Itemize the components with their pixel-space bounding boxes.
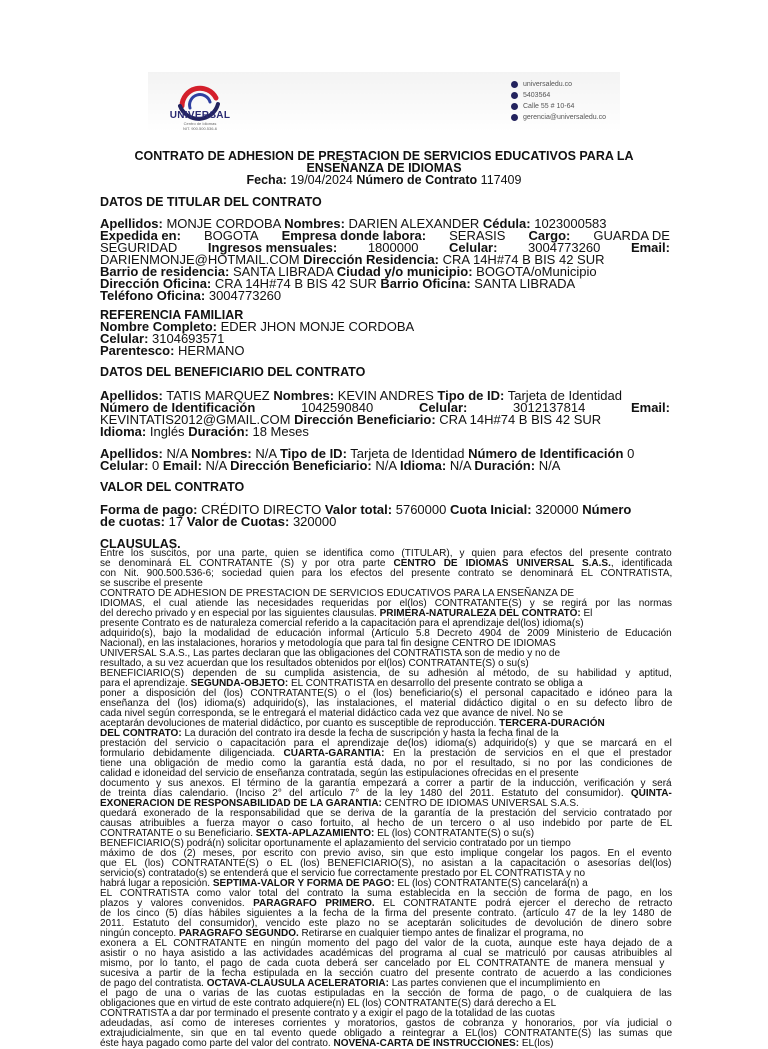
clausula-text: de los cinco (5) días hábiles siguientes a la fecha de la firma del presente contrato. (artículo 47 de la ley 1480 de	[100, 908, 672, 919]
clausula-text: ningún concepto.	[100, 928, 179, 939]
referencia-nombre-value: EDER JHON MONJE CORDOBA	[220, 319, 415, 334]
clausula-title: SEPTIMA-VALOR Y FORMA DE PAGO:	[212, 878, 395, 889]
clausulas-body	[100, 549, 672, 1049]
clausula-text: Las partes convienen que el incumplimiento en	[388, 978, 601, 989]
clausula-text: , identificada	[610, 558, 673, 569]
clausula-text: calidad e idoneidad del servicio de enseñanza contratada, según las estipulaciones ofrecidas en el presente	[100, 768, 579, 779]
clausula-text: En la prestación de servicios en el que el prestador	[384, 748, 672, 759]
barrio-oficina-value: SANTA LIBRADA	[474, 276, 576, 291]
b1-idioma-label: Idioma:	[100, 424, 147, 439]
clausula-text: 2011. Estatuto del consumidor), vencido este plazo no se aceptarán solicitudes de devolución de dinero sobre	[100, 918, 672, 929]
b2-nombres-value: N/A	[255, 446, 277, 461]
b1-nombres-value: KEVIN ANDRES	[337, 388, 434, 403]
referencia-nombre-label: Nombre Completo:	[100, 319, 217, 334]
phone-icon	[511, 92, 518, 99]
clausula-text: El	[580, 608, 593, 619]
clausula-text: enseñanza del (los) idioma(s) adquirido(s), las instalaciones, el material didáctico digital o en su defecto libro de	[100, 698, 673, 709]
b2-email-value: N/A	[205, 458, 227, 473]
telefono-oficina-value: 3004773260	[208, 288, 282, 303]
celular-value: 3004773260	[528, 240, 601, 255]
numero-cuotas-label-1: Número	[582, 502, 632, 517]
contact-phone	[511, 90, 606, 101]
numero-contrato-label: Número de Contrato	[356, 173, 478, 187]
clausula-text: CONTRATO DE ADHESION DE PRESTACION DE SERVICIOS EDUCATIVOS PARA LA ENSEÑANZA DE	[100, 588, 574, 599]
clausula-text: La duración del contrato ira desde la fecha de suscripción y hasta la fecha final de la	[181, 728, 559, 739]
contact-web	[511, 79, 606, 90]
nombres-value: DARIEN ALEXANDER	[348, 216, 480, 231]
globe-icon	[511, 81, 518, 88]
b2-idioma-label: Idioma:	[399, 458, 447, 473]
fecha-value: 19/04/2024	[290, 173, 353, 187]
numero-cuotas-label-2: de cuotas:	[100, 514, 166, 529]
clausula-title: PRIMERA-NATURALEZA DEL CONTRATO:	[379, 608, 581, 619]
titular-line-7	[100, 290, 670, 302]
clausula-text: IDIOMAS, el cual atiende las necesidades requeridas por el(los) CONTRATANTE(S) y se regirá por las normas	[100, 598, 673, 609]
mail-icon	[511, 114, 518, 121]
clausula-text: adeudadas, así como de intereses corrientes y moratorios, gastos de cobranza y honorarios, por vía judicial o	[100, 1018, 672, 1029]
clausula-text: asistir o no haya asistido a las actividades académicas del programa al cual se matriculó por causas atribuibles al	[100, 948, 673, 959]
barrio-oficina-label: Barrio Oficina:	[380, 276, 471, 291]
clausula-title: QUINTA-	[630, 788, 672, 799]
valor-heading: VALOR DEL CONTRATO	[100, 480, 245, 494]
clausula-text: CENTRO DE IDIOMAS UNIVERSAL S.A.S.	[381, 798, 579, 809]
clausula-text: causas atribuibles a fuerza mayor o caso fortuito, al hecho de un tercero o al uso indebido por parte de EL	[100, 818, 673, 829]
clausula-text: EL(los)	[519, 1038, 554, 1049]
clausula-text: con Nit. 900.500.536-6; sociedad quien para los efectos del presente contrato se denominará EL CONTRATISTA,	[100, 568, 673, 579]
clausula-text: BENEFICIARIO(S) podrá(n) solicitar oportunamente el aplazamiento del servicio contratado por un tiempo	[100, 838, 571, 849]
clausula-text: prestación del servicio o capacitación para el aprendizaje de(los) idioma(s) adquirido(s) y que se marcará en el	[100, 738, 672, 749]
cargo-value-2: SEGURIDAD	[100, 240, 178, 255]
b2-duracion-label: Duración:	[474, 458, 536, 473]
clausula-text: sucesiva a partir de la fecha estipulada en la sección cuatro del presente contrato de acuerdo a las condiciones	[100, 968, 672, 979]
telefono-oficina-label: Teléfono Oficina:	[100, 288, 206, 303]
clausula-text: obligaciones que en virtud de este contrato adquiere(n) EL (los) CONTRATANTE(S) dará derecho a EL	[100, 998, 557, 1009]
numero-cuotas-value: 17	[168, 514, 184, 529]
clausula-text: habrá lugar a reposición.	[100, 878, 213, 889]
dir-residencia-value: CRA 14H#74 B BIS 42 SUR	[442, 252, 605, 267]
b1-celular-value: 3012137814	[513, 400, 586, 415]
clausula-text: del derecho privado y en especial por las siguientes clausulas.	[100, 608, 380, 619]
b1-apellidos-value: TATIS MARQUEZ	[166, 388, 270, 403]
valor-cuotas-label: Valor de Cuotas:	[186, 514, 290, 529]
clausula-text: EL (los) CONTRATANTE(S) o su(s)	[374, 828, 535, 839]
clausula-text: exonera a EL CONTRATANTE en ningún momento del pago del valor de la cuota, aunque este haya dejado de a	[100, 938, 673, 949]
referencia-parentesco-line	[100, 345, 670, 357]
ingresos-label: Ingresos mensuales:	[207, 240, 338, 255]
b2-direccion-value: N/A	[375, 458, 397, 473]
b1-email-label: Email:	[630, 400, 670, 415]
clausula-text: tiene una obligación de medio como la garantía está dada, no por el resultado, si no por las condiciones de	[100, 758, 673, 769]
barrio-residencia-value: SANTA LIBRADA	[232, 264, 334, 279]
b1-numero-id-value: 1042590840	[300, 400, 374, 415]
referencia-parentesco-label: Parentesco:	[100, 343, 175, 358]
title-line-2: ENSEÑANZA DE IDIOMAS	[306, 161, 462, 175]
apellidos-label: Apellidos:	[100, 216, 163, 231]
clausula-text: plazos y valores convenidos.	[100, 898, 254, 909]
clausula-text: se denominará EL CONTRATANTE (S) y por otra parte	[100, 558, 394, 569]
dir-residencia-label: Dirección Residencia:	[303, 252, 439, 267]
clausula-text: Retirarse en cualquier tiempo antes de finalizar el programa, no	[298, 928, 584, 939]
b2-direccion-label: Dirección Beneficiario:	[230, 458, 372, 473]
clausula-text: poner a disposición del (los) CONTRATANTE(S) o el (los) beneficiario(s) el personal capacitado e idóneo para la	[100, 688, 673, 699]
contact-phone-text: 5403564	[523, 92, 551, 99]
b1-duracion-label: Duración:	[188, 424, 249, 439]
clausula-text: EL CONTRATANTE podrá ejercer el derecho de retracto	[374, 898, 673, 909]
fecha-label: Fecha:	[246, 173, 287, 187]
clausula-title: CENTRO DE IDIOMAS UNIVERSAL S.A.S.	[393, 558, 611, 569]
expedida-label: Expedida en:	[100, 228, 181, 243]
b2-email-label: Email:	[162, 458, 202, 473]
numero-contrato-value: 117409	[480, 173, 522, 187]
empresa-value: SERASIS	[449, 228, 506, 243]
clausula-title: PARAGRAFO PRIMERO.	[253, 898, 375, 909]
clausula-title: EXONERACION DE RESPONSABILIDAD DE LA GARANTIA:	[100, 798, 382, 809]
clausula-text: resultado, a su vez acuerdan que los resultados obtenidos por el(los) CONTRATANTE(S) o su(s)	[100, 658, 529, 669]
celular-label: Celular:	[449, 240, 498, 255]
beneficiario-2-line-2	[100, 460, 670, 472]
clausula-text: Entre los suscitos, por una parte, quien se identifica como (TITULAR), y quien para efectos del presente contrato	[100, 548, 672, 559]
clausula-text: máximo de dos (2) meses, por escrito con previo aviso, sin que esto implique congelar los pagos. En el evento	[100, 848, 672, 859]
clausula-text: para el aprendizaje.	[100, 678, 191, 689]
expedida-value: BOGOTA	[203, 228, 259, 243]
b2-nombres-label: Nombres:	[191, 446, 252, 461]
cargo-value-1: GUARDA DE	[593, 228, 670, 243]
clausula-text: EL CONTRATISTA en desarrollo del presente contrato se obliga a	[288, 678, 583, 689]
b2-duracion-value: N/A	[538, 458, 561, 473]
b2-numero-id-label: Número de Identificación	[468, 446, 624, 461]
empresa-label: Empresa donde labora:	[281, 228, 427, 243]
contact-email	[511, 112, 606, 123]
forma-pago-label: Forma de pago:	[100, 502, 198, 517]
clausula-text: Nacional), en las instalaciones, horarios y metodología que para tal fin designe CENTRO DE IDIOMAS	[100, 638, 556, 649]
contact-address	[511, 101, 606, 112]
b2-tipo-id-label: Tipo de ID:	[279, 446, 347, 461]
clausula-text: EL CONTRATISTA como valor total del contrato la suma establecida en la sección de forma de pago, en los	[100, 888, 673, 899]
b2-celular-value: 0	[152, 458, 160, 473]
b1-celular-label: Celular:	[418, 400, 468, 415]
valor-total-value: 5760000	[395, 502, 447, 517]
location-pin-icon	[511, 103, 518, 110]
logo-wordmark: UNIVERSAL	[169, 110, 231, 121]
clausula-line	[100, 1039, 672, 1049]
beneficiario-1-line-4	[100, 426, 670, 438]
b1-nombres-label: Nombres:	[273, 388, 335, 403]
contact-address-text: Calle 55 # 10-64	[523, 103, 575, 110]
ingresos-value: 1800000	[367, 240, 419, 255]
clausulas-heading: CLAUSULAS.	[100, 537, 181, 551]
referencia-heading: REFERENCIA FAMILIAR	[100, 308, 244, 322]
nombres-label: Nombres:	[284, 216, 345, 231]
clausula-text: mismo, por lo tanto, el pago de cada cuota deberá ser cancelado por EL CONTRATANTE de manera mensual y	[100, 958, 665, 969]
valor-cuotas-value: 320000	[292, 514, 337, 529]
cuota-inicial-value: 320000	[535, 502, 579, 517]
clausula-title: SEXTA-APLAZAMIENTO:	[255, 828, 375, 839]
title-meta	[100, 174, 668, 186]
clausula-text: CONTRATISTA a dar por terminado el presente contrato y a exigir el pago de la totalidad de las cuotas	[100, 1008, 555, 1019]
referencia-parentesco-value: HERMANO	[178, 343, 245, 358]
ciudad-label: Ciudad y/o municipio:	[336, 264, 473, 279]
clausula-text: cada nivel según corresponda, se le entregará el material didáctico cada vez que avance de nivel. No se	[100, 708, 564, 719]
b1-tipo-id-label: Tipo de ID:	[437, 388, 505, 403]
b2-apellidos-value: N/A	[166, 446, 188, 461]
valor-line-2	[100, 516, 670, 528]
title-line-1: CONTRATO DE ADHESION DE PRESTACION DE SERVICIOS EDUCATIVOS PARA LA	[134, 149, 634, 163]
cedula-label: Cédula:	[482, 216, 531, 231]
logo-tagline	[160, 121, 240, 131]
clausula-title: TERCERA-DURACIÓN	[499, 718, 605, 729]
dir-oficina-value: CRA 14H#74 B BIS 42 SUR	[214, 276, 377, 291]
referencia-celular-value: 3104693571	[152, 331, 225, 346]
clausula-text: extrajudicialmente, sin que en tal evento quede obligado a reintegrar a EL(los) CONTRATANTE(S) las sumas que	[100, 1028, 673, 1039]
dir-oficina-label: Dirección Oficina:	[100, 276, 212, 291]
b2-idioma-value: N/A	[449, 458, 471, 473]
b2-apellidos-label: Apellidos:	[100, 446, 163, 461]
clausula-text: de pago del contratista.	[100, 978, 207, 989]
ciudad-value: BOGOTA/oMunicipio	[476, 264, 597, 279]
b1-numero-id-label: Número de Identificación	[100, 400, 256, 415]
email-value: DARIENMONJE@HOTMAIL.COM	[100, 252, 300, 267]
clausula-text: quedará exonerado de la responsabilidad que se deriva de la garantía de la prestación del servicio contratado por	[100, 808, 673, 819]
clausula-text: aceptarán devoluciones de material didáctico, por cuanto es susceptible de reproducción.	[100, 718, 500, 729]
clausula-title: CUARTA-GARANTIA:	[283, 748, 385, 759]
clausula-title: SEGUNDA-OBJETO:	[190, 678, 289, 689]
b1-apellidos-label: Apellidos:	[100, 388, 163, 403]
b2-numero-id-value: 0	[627, 446, 635, 461]
clausula-title: OCTAVA-CLAUSULA ACELERATORIA:	[206, 978, 389, 989]
contract-title	[100, 150, 668, 186]
b2-celular-label: Celular:	[100, 458, 149, 473]
b1-duracion-value: 18 Meses	[252, 424, 309, 439]
clausula-text: se suscribe el presente	[100, 578, 203, 589]
valor-total-label: Valor total:	[324, 502, 393, 517]
clausula-text: que EL (los) CONTRATANTE(S) o EL (los) BENEFICIARIO(S), no asistan a la capacitación o asesorías del(los)	[100, 858, 672, 869]
referencia-celular-label: Celular:	[100, 331, 149, 346]
clausula-title: DEL CONTRATO:	[100, 728, 182, 739]
contact-web-text: universaledu.co	[523, 81, 573, 88]
b2-tipo-id-value: Tarjeta de Identidad	[350, 446, 465, 461]
barrio-residencia-label: Barrio de residencia:	[100, 264, 230, 279]
clausula-text: documento y sus anexos. El término de la garantía empezará a correr a partir de la inducción, verificación y será	[100, 778, 672, 789]
cuota-inicial-label: Cuota Inicial:	[449, 502, 532, 517]
clausula-text: presente Contrato es de naturaleza comercial referido a la capacitación para el aprendizaje del(los) idioma(s)	[100, 618, 584, 629]
clausula-text: BENEFICIARIO(S) dependen de su cumplida asistencia, de su adhesión al método, de su habilidad y aptitud,	[100, 668, 672, 679]
clausula-text: de treinta días calendario. (Inciso 2° del artículo 7° de la ley 1480 del 2011. Estatuto del consumidor).	[100, 788, 631, 799]
cargo-label: Cargo:	[528, 228, 571, 243]
b1-direccion-label: Dirección Beneficiario:	[294, 412, 436, 427]
logo-tagline-text: Centro de Idiomas	[183, 121, 217, 126]
clausula-title: NOVENA-CARTA DE INSTRUCCIONES:	[333, 1038, 520, 1049]
titular-heading: DATOS DE TITULAR DEL CONTRATO	[100, 195, 322, 209]
clausula-text: UNIVERSAL S.A.S., Las partes declaran que las obligaciones del CONTRATISTA son de medio y no de	[100, 648, 561, 659]
clausula-text: CONTRATANTE o su Beneficiario.	[100, 828, 256, 839]
b1-tipo-id-value: Tarjeta de Identidad	[507, 388, 622, 403]
clausula-text: éste haya pagado como parte del valor del contrato.	[100, 1038, 334, 1049]
logo-nit: NIT. 900.500.536-6	[182, 126, 218, 131]
email-label: Email:	[630, 240, 670, 255]
clausula-text: servicio(s) contratado(s) se entenderá que el servicio fue correctamente prestado por EL CONTRATISTA y no	[100, 868, 586, 879]
apellidos-value: MONJE CORDOBA	[166, 216, 281, 231]
clausula-text: el pago de una o varias de las cuotas estipuladas en la sección de forma de pago, o de cualquiera de las	[100, 988, 672, 999]
contact-list	[511, 79, 606, 123]
b1-direccion-value: CRA 14H#74 B BIS 42 SUR	[439, 412, 602, 427]
clausula-title: PARAGRAFO SEGUNDO.	[178, 928, 299, 939]
clausula-text: EL (los) CONTRATANTE(S) cancelará(n) a	[394, 878, 588, 889]
contact-email-text: gerencia@universaledu.co	[523, 114, 606, 121]
beneficiario-heading: DATOS DEL BENEFICIARIO DEL CONTRATO	[100, 365, 366, 379]
clausula-text: adquirido(s), bajo la modalidad de educación informal (Artículo 5.8 Decreto 4904 de 2009 Ministerio de Educación	[100, 628, 672, 639]
cedula-value: 1023000583	[534, 216, 607, 231]
clausula-text: formulario debidamente diligenciada.	[100, 748, 284, 759]
b1-idioma-value: Inglés	[149, 424, 185, 439]
forma-pago-value: CRÉDITO DIRECTO	[201, 502, 322, 517]
b1-email-value: KEVINTATIS2012@GMAIL.COM	[100, 412, 291, 427]
